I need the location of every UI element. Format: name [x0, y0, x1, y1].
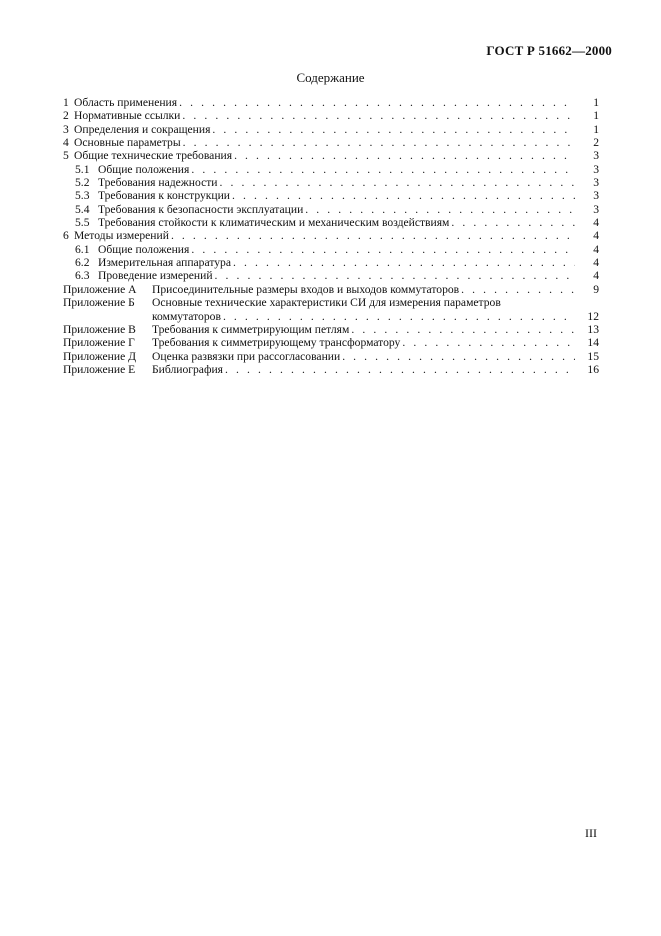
toc-leader-dots: [220, 176, 576, 189]
toc-entry-number: Приложение Д: [63, 349, 137, 363]
toc-leader-dots: [225, 363, 575, 376]
toc-entry-label: Требования к симметрирующему трансформатору: [152, 336, 401, 350]
toc-entry-label: Проведение измерений: [98, 269, 213, 283]
toc-entry[interactable]: [63, 296, 599, 309]
toc-entry-number: Приложение Б: [63, 296, 135, 310]
toc-leader-dots: [182, 109, 575, 122]
toc-entry-number: 6.1: [75, 242, 90, 256]
toc-entry[interactable]: [63, 243, 599, 256]
toc-entry-page: 9: [593, 282, 599, 296]
toc-entry-page: 3: [593, 202, 599, 216]
toc-entry-number: 5: [63, 149, 69, 163]
toc-entry[interactable]: [63, 323, 599, 336]
toc-entry-number: 6.2: [75, 256, 90, 270]
toc-entry-label: коммутаторов: [152, 309, 221, 323]
toc-entry-number: 6.3: [75, 269, 90, 283]
toc-entry-number: 5.2: [75, 176, 90, 190]
toc-entry-number: 4: [63, 136, 69, 150]
toc-leader-dots: [223, 310, 575, 323]
toc-entry-label: Основные технические характеристики СИ для измерения параметров: [152, 296, 501, 310]
toc-entry-label: Требования стойкости к климатическим и механическим воздействиям: [98, 216, 450, 230]
table-of-contents: [63, 96, 599, 376]
toc-entry-label: Методы измерений: [74, 229, 169, 243]
toc-entry-page: 3: [593, 176, 599, 190]
toc-entry-continuation[interactable]: [63, 310, 599, 323]
toc-entry-label: Требования к симметрирующим петлям: [152, 322, 350, 336]
toc-entry-label: Нормативные ссылки: [74, 109, 181, 123]
toc-leader-dots: [305, 203, 575, 216]
toc-entry-label: Оценка развязки при рассогласовании: [152, 349, 341, 363]
toc-entry-page: 13: [587, 322, 599, 336]
toc-entry[interactable]: [63, 149, 599, 162]
toc-entry[interactable]: [63, 336, 599, 349]
toc-leader-dots: [402, 336, 575, 349]
toc-leader-dots: [215, 269, 575, 282]
toc-leader-dots: [461, 283, 575, 296]
toc-entry-number: 1: [63, 96, 69, 109]
toc-entry-number: 5.4: [75, 202, 90, 216]
toc-entry-page: 12: [587, 309, 599, 323]
toc-entry-number: Приложение Е: [63, 362, 136, 376]
toc-entry-page: 1: [593, 109, 599, 123]
toc-entry-label: Основные параметры: [74, 136, 181, 150]
toc-entry-page: 4: [593, 242, 599, 256]
toc-entry-number: 5.3: [75, 189, 90, 203]
toc-entry[interactable]: [63, 363, 599, 376]
toc-leader-dots: [212, 123, 575, 136]
toc-entry-page: 4: [593, 256, 599, 270]
toc-entry[interactable]: [63, 269, 599, 282]
toc-entry[interactable]: [63, 189, 599, 202]
toc-entry-label: Общие положения: [98, 242, 190, 256]
toc-entry[interactable]: [63, 350, 599, 363]
toc-entry-page: 4: [593, 229, 599, 243]
toc-entry-label: Область применения: [74, 96, 178, 109]
toc-entry-page: 3: [593, 149, 599, 163]
toc-entry-number: 6: [63, 229, 69, 243]
toc-entry[interactable]: [63, 283, 599, 296]
toc-entry-page: 4: [593, 269, 599, 283]
toc-entry-page: 3: [593, 162, 599, 176]
toc-entry-page: 14: [587, 336, 599, 350]
toc-leader-dots: [191, 243, 575, 256]
toc-leader-dots: [179, 96, 575, 109]
toc-entry[interactable]: [63, 109, 599, 122]
toc-title: Содержание: [296, 70, 365, 85]
toc-entry-page: 4: [593, 216, 599, 230]
toc-entry[interactable]: [63, 229, 599, 242]
toc-leader-dots: [191, 163, 575, 176]
toc-entry-number: 5.5: [75, 216, 90, 230]
toc-leader-dots: [232, 189, 575, 202]
toc-entry-number: Приложение А: [63, 282, 137, 296]
toc-entry-number: 5.1: [75, 162, 90, 176]
toc-entry-page: 3: [593, 189, 599, 203]
document-code: ГОСТ Р 51662—2000: [486, 43, 612, 58]
toc-entry[interactable]: [63, 136, 599, 149]
toc-entry[interactable]: [63, 203, 599, 216]
toc-leader-dots: [234, 149, 575, 162]
toc-entry-number: 3: [63, 122, 69, 136]
toc-entry-page: 1: [593, 96, 599, 109]
toc-leader-dots: [342, 350, 575, 363]
toc-entry-page: 1: [593, 122, 599, 136]
toc-entry[interactable]: [63, 163, 599, 176]
toc-entry-label: Требования к безопасности эксплуатации: [98, 202, 304, 216]
page-number: III: [585, 826, 597, 840]
toc-entry-label: Требования к конструкции: [98, 189, 231, 203]
toc-entry-number: Приложение Г: [63, 336, 135, 350]
toc-entry-page: 2: [593, 136, 599, 150]
toc-leader-dots: [351, 323, 575, 336]
toc-entry-label: Общие технические требования: [74, 149, 233, 163]
toc-leader-dots: [233, 256, 575, 269]
toc-entry-page: 16: [587, 362, 599, 376]
toc-entry-label: Измерительная аппаратура: [98, 256, 231, 270]
toc-leader-dots: [451, 216, 575, 229]
toc-entry-number: 2: [63, 109, 69, 123]
toc-entry[interactable]: [63, 216, 599, 229]
toc-entry-label: Библиография: [152, 362, 224, 376]
toc-entry-label: Требования надежности: [98, 176, 218, 190]
toc-entry-page: 15: [587, 349, 599, 363]
toc-entry-label: Общие положения: [98, 162, 190, 176]
toc-entry[interactable]: [63, 256, 599, 269]
toc-entry-label: Присоединительные размеры входов и выходов коммутаторов: [152, 282, 460, 296]
toc-leader-dots: [171, 229, 575, 242]
toc-entry-number: Приложение В: [63, 322, 136, 336]
toc-entry-label: Определения и сокращения: [74, 122, 211, 136]
toc-entry[interactable]: [63, 96, 599, 109]
toc-leader-dots: [183, 136, 575, 149]
toc-entry[interactable]: [63, 176, 599, 189]
toc-entry[interactable]: [63, 123, 599, 136]
